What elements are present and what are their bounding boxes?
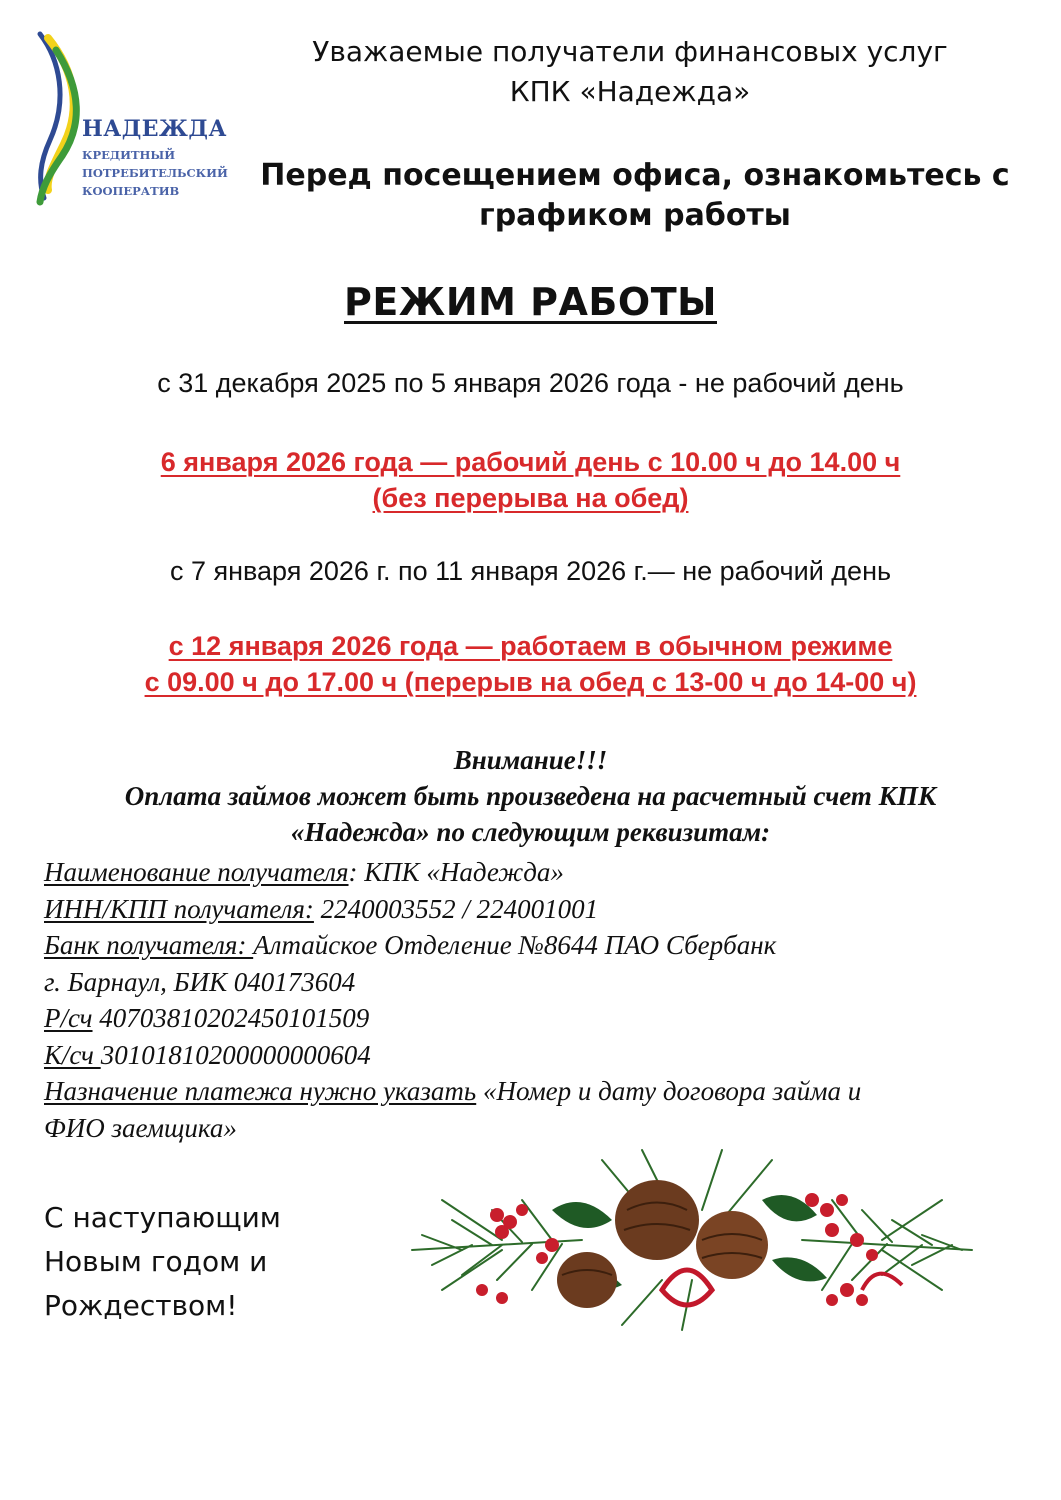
inn-label: ИНН/КПП получателя: [44,893,314,924]
visit-notice-line: Перед посещением офиса, ознакомьтесь с [260,158,1010,193]
cooperative-logo [30,30,230,220]
schedule-working-day-line: 6 января 2026 года — рабочий день с 10.00 ч до 14.00 ч [160,447,901,477]
correspondent-account-label: К/сч [44,1039,101,1070]
schedule-regular-mode-line: с 09.00 ч до 17.00 ч (перерыв на обед с 13-00 ч до 14-00 ч) [144,667,917,697]
correspondent-account-row [44,1037,1044,1074]
inn-value: 2240003552 / 224001001 [313,893,599,924]
visit-notice-line: графиком работы [479,198,791,233]
recipient-value: : КПК «Надежда» [348,857,564,887]
recipient-row [44,854,1044,891]
wish-line: С наступающим [44,1201,281,1234]
settlement-account-label: Р/сч [44,1003,93,1033]
attention-line: Оплата займов может быть произведена на расчетный счет КПК [124,781,937,811]
purpose-row [44,1073,1044,1110]
logo-subtitle [82,146,228,200]
holiday-wishes [44,1196,364,1328]
schedule-closed-period-1: с 31 декабря 2025 по 5 января 2026 года - не рабочий день [157,368,904,398]
logo-subtitle-line: КРЕДИТНЫЙ [82,148,176,162]
visit-notice [230,156,1040,236]
bank-value: Алтайское Отделение №8644 ПАО Сбербанк [253,930,777,960]
wish-line: Рождеством! [44,1289,238,1322]
greeting [230,32,1030,112]
recipient-label: Наименование получателя [44,857,349,887]
purpose-label: Назначение платежа нужно указать [44,1076,477,1106]
payment-details [44,854,1044,1146]
purpose-row-continued: ФИО заемщика» [44,1112,237,1143]
logo-name: НАДЕЖДА [82,116,227,142]
ribbon-icon [662,1270,712,1305]
logo-subtitle-line: ПОТРЕБИТЕЛЬСКИЙ [82,166,228,180]
inn-row [44,891,1044,928]
bank-label: Банк получателя: [44,930,254,960]
page-title: РЕЖИМ РАБОТЫ [344,280,717,324]
correspondent-account-value: 30101810200000000604 [100,1039,371,1070]
attention-line: «Надежда» по следующим реквизитам: [290,817,771,847]
schedule-closed-period-2: с 7 января 2026 г. по 11 января 2026 г.— не рабочий день [169,556,892,586]
settlement-account-row [44,1000,1044,1037]
settlement-account-value: 40703810202450101509 [92,1003,370,1033]
schedule-working-day-line: (без перерыва на обед) [372,483,689,513]
wish-line: Новым годом и [44,1245,268,1278]
bank-city-row: г. Барнаул, БИК 040173604 [44,966,356,997]
schedule-regular-mode [0,628,1061,700]
schedule-working-day [0,444,1061,516]
holiday-garland-image [402,1140,982,1340]
attention-heading: Внимание!!! [453,745,608,775]
logo-stripes-icon [30,30,90,220]
schedule-regular-mode-line: с 12 января 2026 года — работаем в обычном режиме [168,631,893,661]
logo-subtitle-line: КООПЕРАТИВ [82,184,180,198]
attention-block [0,742,1061,850]
purpose-value: «Номер и дату договора займа и [476,1076,862,1106]
greeting-line: Уважаемые получатели финансовых услуг [312,35,948,68]
greeting-line: КПК «Надежда» [509,75,751,108]
bank-row [44,927,1044,964]
